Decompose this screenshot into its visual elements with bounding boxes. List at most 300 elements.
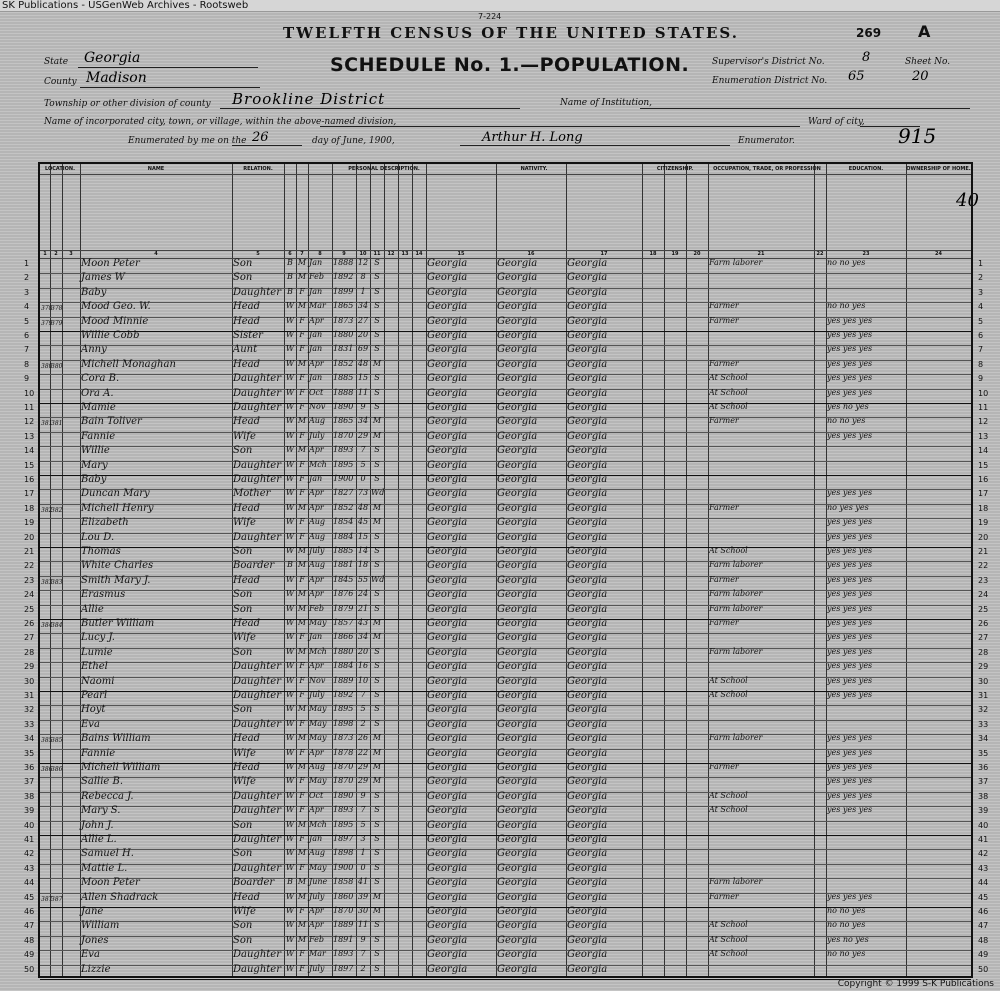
line-number: 22 (978, 561, 989, 571)
cell-ms: S (374, 474, 380, 483)
cell-rel: Son (233, 603, 253, 615)
line-number: 9 (978, 374, 984, 384)
cell-rel: Daughter (233, 805, 281, 817)
cell-ms: M (372, 733, 382, 743)
cell-ms: S (374, 877, 380, 887)
line-number: 3 (978, 287, 984, 297)
cell-b: Georgia (427, 517, 468, 529)
cell-ed: yes yes yes (827, 546, 873, 555)
cell-occ: At School (709, 949, 748, 959)
cell-sex: M (297, 920, 307, 930)
cell-ms: S (374, 445, 380, 455)
cell-dw: 382 (41, 506, 53, 514)
line-number: 43 (978, 863, 989, 873)
line-number: 26 (24, 619, 35, 628)
line-number: 32 (978, 705, 989, 715)
table-row (40, 389, 971, 403)
cell-yr: 1878 (333, 747, 354, 757)
cell-sex: M (297, 848, 307, 858)
cell-fb: Georgia (497, 315, 538, 327)
cell-b: Georgia (427, 502, 468, 514)
cell-age: 29 (357, 776, 369, 786)
cell-yr: 1899 (333, 286, 354, 296)
cell-fam: 387 (51, 895, 63, 903)
cell-fb: Georgia (497, 834, 538, 845)
cell-ms: S (374, 805, 380, 815)
cell-age: 11 (357, 920, 369, 930)
cell-occ: Farm laborer (709, 877, 763, 887)
cell-b: Georgia (427, 387, 468, 399)
cell-rel: Head (233, 574, 261, 586)
cell-b: Georgia (427, 589, 468, 601)
cell-b: Georgia (427, 272, 468, 284)
cell-b: Georgia (427, 805, 468, 817)
cell-yr: 1893 (333, 805, 354, 815)
line-number: 34 (978, 734, 989, 744)
line-number: 28 (24, 647, 35, 657)
cell-ms: M (372, 430, 382, 440)
cell-ed: yes yes yes (827, 387, 873, 397)
cell-rel: Daughter (233, 675, 281, 687)
cell-occ: At School (709, 373, 748, 383)
line-number: 10 (24, 388, 35, 398)
cell-mo: Aug (309, 531, 326, 541)
cell-age: 30 (357, 906, 369, 915)
line-number: 17 (978, 489, 989, 499)
cell-cr: W (285, 430, 295, 440)
table-row (40, 648, 971, 662)
cell-cr: W (285, 704, 295, 714)
cell-cr: W (285, 387, 295, 397)
line-number: 49 (24, 950, 35, 960)
cell-age: 0 (360, 474, 366, 483)
cell-age: 20 (357, 330, 369, 339)
margin-stamp: 915 (898, 124, 937, 148)
cell-mb: Georgia (567, 560, 608, 572)
cell-age: 15 (357, 373, 369, 383)
line-number: 41 (24, 835, 35, 844)
cell-ms: M (372, 776, 382, 786)
cell-rel: Daughter (233, 661, 281, 673)
cell-fb: Georgia (497, 459, 538, 471)
cell-yr: 1890 (333, 402, 354, 411)
table-row (40, 777, 971, 791)
cell-b: Georgia (427, 474, 468, 485)
cell-rel: Daughter (233, 690, 281, 701)
cell-b: Georgia (427, 747, 468, 759)
cell-b: Georgia (427, 675, 468, 687)
table-row (40, 518, 971, 532)
cell-cr: W (285, 920, 295, 930)
table-row (40, 921, 971, 935)
cell-name: Naomi (81, 675, 115, 687)
cell-rel: Daughter (233, 286, 281, 298)
cell-cr: W (285, 416, 295, 426)
cell-sex: M (297, 819, 307, 829)
cell-ms: S (374, 949, 380, 959)
cell-ed: yes yes yes (827, 358, 873, 368)
cell-cr: W (285, 603, 295, 613)
line-number: 38 (24, 791, 35, 801)
cell-b: Georgia (427, 416, 468, 428)
page-letter: A (918, 22, 931, 41)
cell-ed: yes yes yes (827, 733, 873, 743)
census-table (38, 162, 973, 978)
table-row (40, 302, 971, 316)
cell-rel: Daughter (233, 474, 281, 485)
column-number: 22 (816, 251, 824, 257)
cell-mo: Jan (309, 373, 323, 383)
cell-ms: M (372, 632, 382, 642)
cell-name: Ethel (81, 661, 108, 673)
cell-b: Georgia (427, 718, 468, 730)
table-row (40, 374, 971, 388)
line-number: 16 (978, 475, 989, 484)
table-row (40, 821, 971, 835)
line-number: 3 (24, 287, 30, 297)
cell-mb: Georgia (567, 834, 608, 845)
cell-ed: no no yes (827, 301, 866, 311)
cell-age: 39 (357, 891, 369, 901)
cell-name: Elizabeth (81, 517, 129, 529)
cell-cr: W (285, 517, 295, 527)
cell-sex: F (299, 790, 305, 800)
cell-yr: 1865 (333, 301, 354, 311)
cell-name: Duncan Mary (81, 488, 150, 500)
line-number: 25 (978, 604, 989, 614)
cell-ms: M (372, 891, 382, 901)
cell-fb: Georgia (497, 402, 538, 413)
cell-mo: Apr (309, 488, 324, 498)
cell-mo: Apr (309, 315, 324, 325)
line-number: 9 (24, 374, 30, 384)
cell-name: Allen Shadrack (81, 891, 159, 903)
cell-age: 69 (357, 344, 369, 354)
cell-yr: 1897 (333, 834, 354, 843)
cell-b: Georgia (427, 459, 468, 471)
cell-age: 7 (360, 445, 366, 455)
table-row (40, 547, 971, 561)
table-row (40, 950, 971, 964)
cell-yr: 1900 (333, 474, 354, 483)
cell-dw: 383 (41, 578, 53, 586)
cell-yr: 1892 (333, 690, 354, 699)
cell-yr: 1870 (333, 776, 354, 786)
line-number: 36 (978, 763, 989, 772)
cell-b: Georgia (427, 315, 468, 327)
supervisor-value: 8 (862, 50, 871, 65)
cell-cr: W (285, 488, 295, 498)
line-number: 29 (978, 662, 989, 672)
cell-yr: 1885 (333, 373, 354, 383)
cell-yr: 1857 (333, 618, 354, 627)
cell-cr: W (285, 459, 295, 469)
cell-fb: Georgia (497, 805, 538, 817)
cell-fam: 385 (51, 737, 63, 745)
cell-ed: yes no yes (827, 402, 869, 411)
cell-mb: Georgia (567, 459, 608, 471)
cell-name: Moon Peter (81, 877, 140, 889)
cell-sex: F (299, 459, 305, 469)
cell-age: 5 (360, 704, 366, 714)
cell-fb: Georgia (497, 891, 538, 903)
cell-ms: Wd (371, 488, 385, 498)
cell-ms: Wd (371, 574, 385, 584)
cell-b: Georgia (427, 344, 468, 356)
line-number: 34 (24, 734, 35, 744)
column-number: 23 (862, 251, 870, 257)
table-row (40, 691, 971, 705)
cell-age: 24 (357, 589, 369, 599)
table-row (40, 619, 971, 633)
cell-dw: 387 (41, 895, 53, 903)
cell-cr: W (285, 963, 295, 973)
cell-cr: W (285, 906, 295, 915)
cell-mo: Apr (309, 920, 324, 930)
section-header: NAME (147, 166, 165, 172)
line-number: 18 (24, 503, 35, 513)
cell-cr: W (285, 502, 295, 512)
line-number: 25 (24, 604, 35, 614)
cell-yr: 1866 (333, 632, 354, 642)
cell-cr: W (285, 632, 295, 642)
cell-b: Georgia (427, 776, 468, 788)
cell-ed: no no yes (827, 906, 866, 915)
cell-yr: 1870 (333, 430, 354, 440)
cell-b: Georgia (427, 632, 468, 644)
cell-b: Georgia (427, 430, 468, 442)
cell-rel: Daughter (233, 373, 281, 385)
cell-rel: Mother (233, 488, 271, 500)
cell-fb: Georgia (497, 848, 538, 860)
cell-mb: Georgia (567, 963, 608, 975)
enum-day-of: day of June, 1900, (312, 136, 395, 146)
column-number: 3 (69, 251, 73, 257)
cell-mo: Aug (309, 762, 326, 771)
cell-rel: Head (233, 502, 261, 514)
cell-b: Georgia (427, 330, 468, 341)
line-number: 6 (978, 331, 984, 340)
line-number: 13 (24, 431, 35, 441)
cell-cr: W (285, 862, 295, 872)
cell-mo: Nov (309, 675, 326, 685)
cell-mo: Mch (309, 459, 327, 469)
line-number: 43 (24, 863, 35, 873)
line-number: 12 (978, 417, 989, 427)
cell-b: Georgia (427, 661, 468, 673)
cell-yr: 1845 (333, 574, 354, 584)
cell-ms: S (374, 603, 380, 613)
cell-mo: Feb (309, 272, 324, 282)
cell-cr: W (285, 344, 295, 354)
cell-yr: 1895 (333, 704, 354, 714)
cell-name: Moon Peter (81, 258, 140, 269)
cell-dw: 385 (41, 737, 53, 745)
cell-fb: Georgia (497, 762, 538, 773)
cell-rel: Daughter (233, 790, 281, 802)
cell-ed: yes yes yes (827, 776, 873, 786)
cell-mb: Georgia (567, 762, 608, 773)
cell-mo: Apr (309, 906, 324, 915)
cell-mo: Apr (309, 574, 324, 584)
cell-yr: 1880 (333, 646, 354, 656)
line-number: 14 (24, 446, 35, 456)
cell-b: Georgia (427, 848, 468, 860)
cell-ms: S (374, 790, 380, 800)
cell-age: 9 (360, 402, 366, 411)
cell-ms: S (374, 286, 380, 296)
column-number: 16 (527, 251, 535, 257)
cell-cr: W (285, 546, 295, 555)
cell-rel: Head (233, 733, 261, 745)
cell-cr: W (285, 646, 295, 656)
column-number: 10 (359, 251, 367, 257)
cell-mo: May (309, 704, 327, 714)
cell-dw: 381 (41, 420, 53, 428)
cell-age: 5 (360, 459, 366, 469)
cell-yr: 1876 (333, 589, 354, 599)
cell-mo: Jan (309, 286, 323, 296)
cell-rel: Daughter (233, 718, 281, 730)
cell-fb: Georgia (497, 646, 538, 658)
line-number: 41 (978, 835, 989, 844)
cell-mb: Georgia (567, 315, 608, 327)
cell-mb: Georgia (567, 517, 608, 529)
cell-yr: 1900 (333, 862, 354, 872)
line-number: 20 (24, 532, 35, 542)
cell-sex: F (299, 517, 305, 527)
cell-sex: M (297, 502, 307, 512)
line-number: 5 (24, 316, 30, 326)
cell-cr: W (285, 733, 295, 743)
cell-mo: Aug (309, 560, 326, 570)
cell-cr: B (287, 272, 293, 282)
cell-fb: Georgia (497, 934, 538, 946)
cell-age: 5 (360, 819, 366, 829)
line-number: 33 (978, 719, 989, 729)
cell-mb: Georgia (567, 891, 608, 903)
line-number: 12 (24, 417, 35, 427)
cell-mo: July (309, 891, 325, 901)
cell-name: Samuel H. (81, 848, 134, 860)
cell-mo: Jan (309, 474, 323, 483)
line-number: 7 (978, 345, 984, 355)
table-row (40, 576, 971, 590)
cell-ms: M (372, 502, 382, 512)
cell-cr: W (285, 574, 295, 584)
cell-sex: F (299, 488, 305, 498)
cell-sex: F (299, 632, 305, 642)
cell-yr: 1870 (333, 762, 354, 771)
cell-rel: Son (233, 272, 253, 284)
window-title: SK Publications - USGenWeb Archives - Rootsweb (2, 0, 249, 11)
line-number: 21 (24, 547, 35, 556)
cell-ms: S (374, 661, 380, 671)
cell-yr: 1889 (333, 675, 354, 685)
table-row (40, 763, 971, 777)
table-row (40, 633, 971, 647)
cell-age: 55 (357, 574, 369, 584)
cell-fb: Georgia (497, 632, 538, 644)
cell-mb: Georgia (567, 272, 608, 284)
cell-mb: Georgia (567, 589, 608, 601)
cell-mo: May (309, 862, 327, 872)
cell-fb: Georgia (497, 445, 538, 457)
table-row (40, 720, 971, 734)
cell-cr: W (285, 848, 295, 858)
cell-fam: 386 (51, 766, 63, 773)
cell-mb: Georgia (567, 646, 608, 658)
column-number: 19 (671, 251, 679, 257)
cell-mo: Apr (309, 589, 324, 599)
cell-name: Mattie L. (81, 862, 128, 874)
cell-ms: S (374, 330, 380, 339)
line-number: 28 (978, 647, 989, 657)
line-number: 1 (24, 259, 30, 268)
cell-rel: Head (233, 762, 261, 773)
line-number: 30 (24, 676, 35, 686)
cell-ed: yes yes yes (827, 430, 873, 440)
cell-occ: Farm laborer (709, 258, 763, 267)
cell-sex: M (297, 272, 307, 282)
cell-name: Mamie (81, 402, 116, 413)
line-number: 10 (978, 388, 989, 398)
cell-yr: 1888 (333, 387, 354, 397)
cell-b: Georgia (427, 920, 468, 932)
cell-yr: 1895 (333, 459, 354, 469)
cell-b: Georgia (427, 488, 468, 500)
cell-mb: Georgia (567, 445, 608, 457)
cell-mo: June (309, 877, 328, 887)
cell-fb: Georgia (497, 286, 538, 298)
line-number: 42 (978, 849, 989, 859)
cell-occ: Farmer (709, 502, 739, 512)
table-row (40, 533, 971, 547)
table-row (40, 965, 971, 979)
cell-mb: Georgia (567, 301, 608, 313)
cell-rel: Wife (233, 747, 256, 759)
cell-yr: 1889 (333, 920, 354, 930)
cell-occ: Farm laborer (709, 733, 763, 743)
cell-mo: Mch (309, 646, 327, 656)
cell-cr: W (285, 589, 295, 599)
cell-mo: Jan (309, 834, 323, 843)
cell-fb: Georgia (497, 733, 538, 745)
cell-rel: Wife (233, 906, 256, 917)
cell-mo: Nov (309, 402, 326, 411)
cell-age: 15 (357, 531, 369, 541)
cell-name: Sallie B. (81, 776, 124, 788)
cell-ms: S (374, 402, 380, 411)
line-number: 20 (978, 532, 989, 542)
cell-occ: Farmer (709, 574, 739, 584)
cell-b: Georgia (427, 963, 468, 975)
line-number: 19 (978, 518, 989, 528)
cell-b: Georgia (427, 445, 468, 457)
section-header: OWNERSHIP OF HOME. (906, 166, 971, 172)
cell-cr: W (285, 762, 295, 771)
cell-ed: no no yes (827, 258, 866, 267)
cell-mb: Georgia (567, 747, 608, 759)
cell-ed: no no yes (827, 920, 866, 930)
cell-mb: Georgia (567, 805, 608, 817)
cell-mo: May (309, 618, 327, 627)
line-number: 38 (978, 791, 989, 801)
cell-mb: Georgia (567, 330, 608, 341)
cell-fb: Georgia (497, 502, 538, 514)
cell-ed: yes yes yes (827, 891, 873, 901)
cell-yr: 1852 (333, 502, 354, 512)
